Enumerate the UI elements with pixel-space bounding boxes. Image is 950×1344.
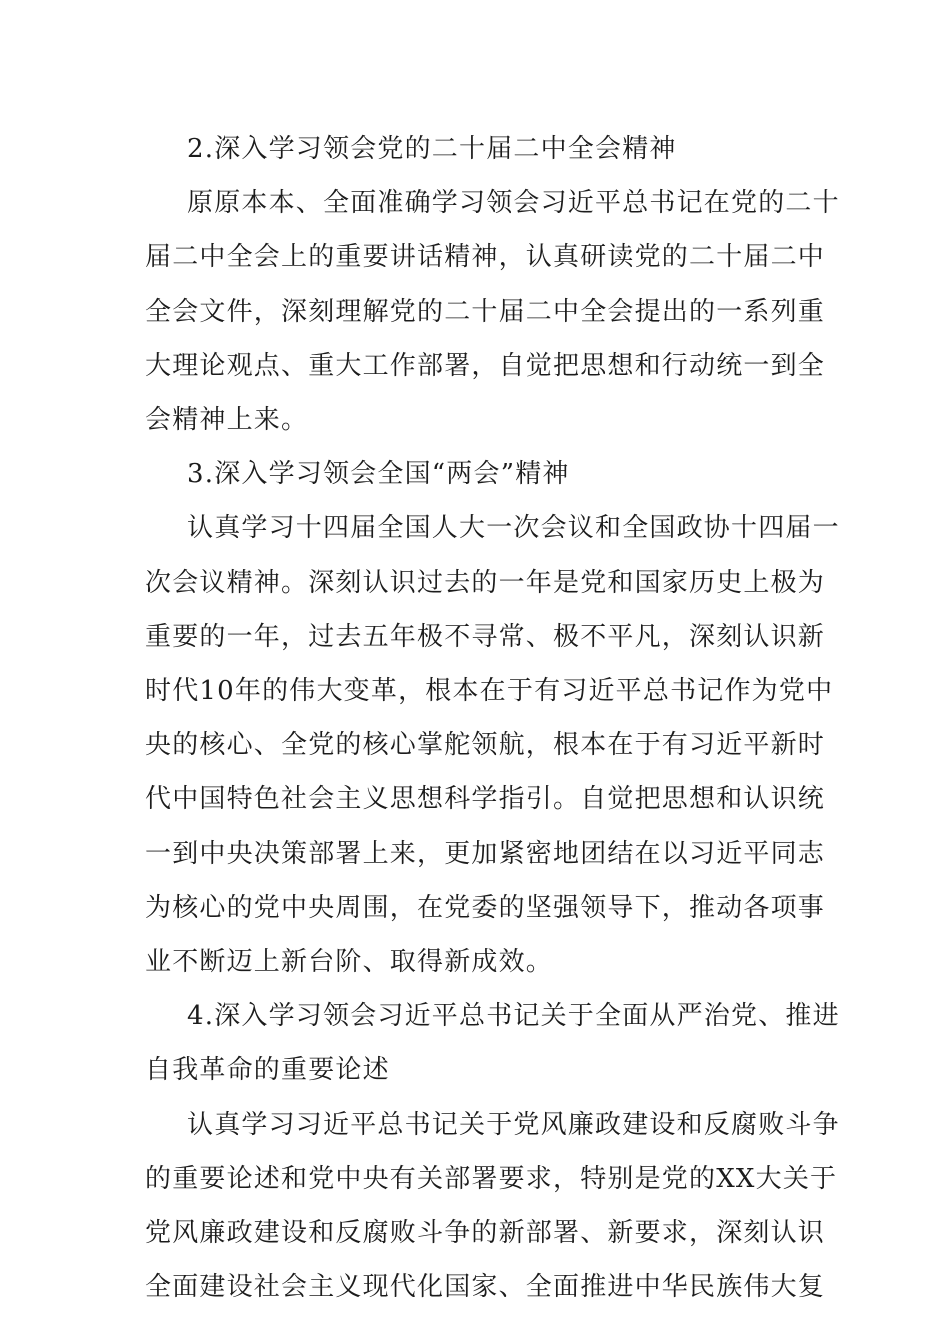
document-body — [145, 122, 840, 1314]
paragraph-line: 代中国特色社会主义思想科学指引。自觉把思想和认识统 — [145, 784, 826, 815]
paragraph-line: 业不断迈上新台阶、取得新成效。 — [145, 947, 554, 978]
section-2 — [145, 122, 840, 447]
paragraph-line: 原原本本、全面准确学习领会习近平总书记在党的二十 — [187, 188, 840, 219]
section-heading: 3.深入学习领会全国“两会”精神 — [187, 459, 570, 490]
paragraph-line: 会精神上来。 — [145, 405, 309, 436]
paragraph-line: 一到中央决策部署上来，更加紧密地团结在以习近平同志 — [145, 838, 826, 869]
paragraph-line: 的重要论述和党中央有关部署要求，特别是党的XX大关于 — [145, 1163, 838, 1194]
section-heading: 4.深入学习领会习近平总书记关于全面从严治党、推进 — [187, 1001, 840, 1032]
section-3 — [145, 447, 840, 989]
section-4 — [145, 989, 840, 1314]
paragraph-line: 认真学习习近平总书记关于党风廉政建设和反腐败斗争 — [187, 1109, 840, 1140]
paragraph-line: 时代10年的伟大变革，根本在于有习近平总书记作为党中 — [145, 676, 834, 707]
section-heading-continued: 自我革命的重要论述 — [145, 1055, 390, 1086]
paragraph-line: 重要的一年，过去五年极不寻常、极不平凡，深刻认识新 — [145, 621, 826, 652]
section-heading: 2.深入学习领会党的二十届二中全会精神 — [187, 134, 677, 164]
paragraph-line: 全会文件，深刻理解党的二十届二中全会提出的一系列重 — [145, 296, 826, 327]
paragraph-line: 党风廉政建设和反腐败斗争的新部署、新要求，深刻认识 — [145, 1218, 826, 1249]
paragraph-line: 央的核心、全党的核心掌舵领航，根本在于有习近平新时 — [145, 730, 826, 761]
paragraph-line: 大理论观点、重大工作部署，自觉把思想和行动统一到全 — [145, 350, 826, 381]
paragraph-line: 认真学习十四届全国人大一次会议和全国政协十四届一 — [187, 513, 840, 544]
paragraph-line: 届二中全会上的重要讲话精神，认真研读党的二十届二中 — [145, 242, 826, 273]
paragraph-line: 全面建设社会主义现代化国家、全面推进中华民族伟大复 — [145, 1272, 826, 1303]
paragraph-line: 次会议精神。深刻认识过去的一年是党和国家历史上极为 — [145, 567, 826, 598]
paragraph-line: 为核心的党中央周围，在党委的坚强领导下，推动各项事 — [145, 892, 826, 923]
